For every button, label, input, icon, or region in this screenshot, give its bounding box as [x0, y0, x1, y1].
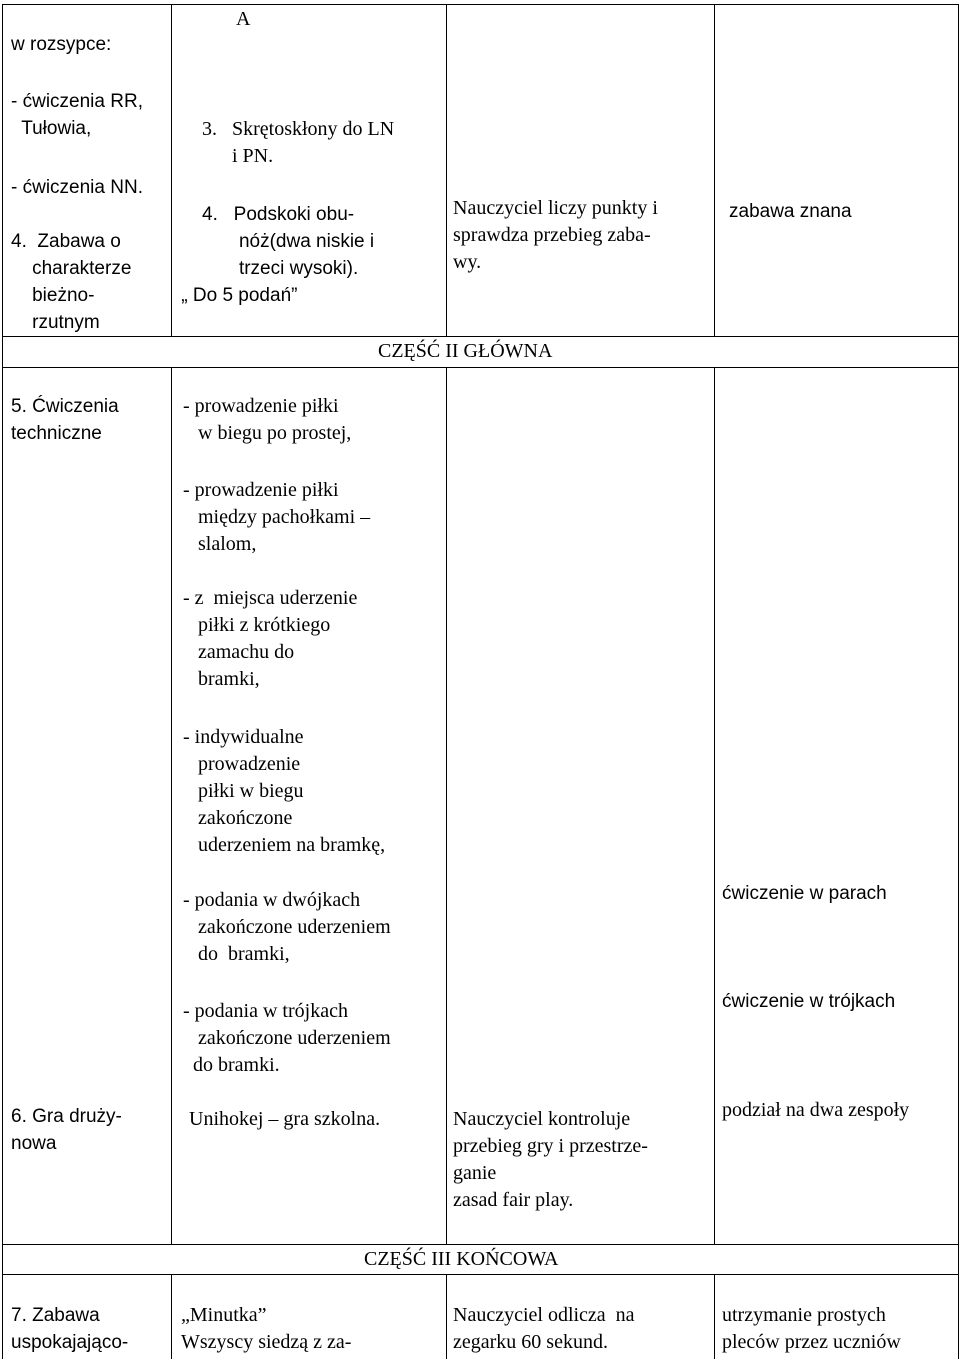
warmup-col2-line: nóż(dwa niskie i [202, 231, 375, 252]
section-header-main: CZĘŚĆ II GŁÓWNA [378, 340, 553, 362]
exercise-item-line: zakończone [183, 807, 293, 829]
warmup-col1-line: Tułowia, [11, 118, 92, 139]
exercise-7-note-line: utrzymanie prostych [722, 1304, 886, 1326]
warmup-col1-line: - ćwiczenia RR, [11, 91, 143, 112]
col-divider-3-top [714, 4, 715, 336]
col-divider-1-final [171, 1274, 172, 1359]
warmup-col2-header: A [236, 8, 251, 30]
warmup-col1-line: charakterze [11, 258, 132, 279]
exercise-item-line: do bramki, [183, 943, 290, 965]
exercise-item-line: bramki, [183, 668, 260, 690]
col-divider-1-main [171, 367, 172, 1244]
exercise-6-title-line: nowa [11, 1133, 57, 1154]
exercise-item-line: uderzeniem na bramkę, [183, 834, 386, 856]
exercise-item-line: piłki z krótkiego [183, 614, 331, 636]
exercise-6-teacher-line: Nauczyciel kontroluje [453, 1108, 631, 1130]
exercise-item-line: slalom, [183, 533, 257, 555]
warmup-col1-line: bieżno- [11, 285, 95, 306]
exercise-item-line: zakończone uderzeniem [183, 916, 391, 938]
warmup-col2-line: i PN. [202, 145, 274, 167]
exercise-item-line: piłki w biegu [183, 780, 304, 802]
exercise-item-line: - prowadzenie piłki [183, 479, 339, 501]
exercise-7-game-line: „Minutka” [181, 1304, 267, 1326]
exercise-5-title-line: techniczne [11, 423, 102, 444]
exercise-7-teacher-line: Nauczyciel odlicza na [453, 1304, 635, 1326]
exercise-item-line: między pachołkami – [183, 506, 371, 528]
note-pairs: ćwiczenie w parach [722, 883, 887, 904]
warmup-col2-line: 3. Skrętoskłony do LN [202, 118, 395, 140]
exercise-item-line: prowadzenie [183, 753, 301, 775]
warmup-col1-line: - ćwiczenia NN. [11, 177, 143, 198]
col-divider-1-top [171, 4, 172, 336]
row-divider-final-top [2, 1274, 959, 1275]
table-border-top [2, 4, 959, 5]
exercise-item-line: - indywidualne [183, 726, 304, 748]
exercise-7-title-line: 7. Zabawa [11, 1305, 100, 1326]
warmup-col2-line: trzeci wysoki). [202, 258, 359, 279]
exercise-6-teacher-line: zasad fair play. [453, 1189, 574, 1211]
exercise-item-line: - prowadzenie piłki [183, 395, 339, 417]
exercise-6-game: Unihokej – gra szkolna. [189, 1108, 381, 1130]
exercise-6-title-line: 6. Gra druży- [11, 1106, 122, 1127]
exercise-6-note: podział na dwa zespoły [722, 1099, 910, 1121]
exercise-item-line: zamachu do [183, 641, 295, 663]
warmup-col2-line: 4. Podskoki obu- [202, 204, 355, 225]
exercise-item-line: do bramki. [183, 1054, 280, 1076]
warmup-col1-line: 4. Zabawa o [11, 231, 121, 252]
exercise-6-teacher-line: przebieg gry i przestrze- [453, 1135, 648, 1157]
warmup-col2-line: „ Do 5 podań” [176, 285, 298, 306]
col-divider-3-final [714, 1274, 715, 1359]
section-header-final: CZĘŚĆ III KOŃCOWA [364, 1248, 559, 1270]
col-divider-2-main [446, 367, 447, 1244]
exercise-6-teacher-line: ganie [453, 1162, 497, 1184]
exercise-item-line: - z miejsca uderzenie [183, 587, 358, 609]
exercise-item-line: - podania w trójkach [183, 1000, 348, 1022]
row-divider-main-top [2, 367, 959, 368]
exercise-5-title-line: 5. Ćwiczenia [11, 396, 119, 417]
col-divider-2-top [446, 4, 447, 336]
warmup-col1-line: w rozsypce: [11, 34, 112, 55]
table-border-left [2, 4, 3, 1359]
exercise-item-line: zakończone uderzeniem [183, 1027, 391, 1049]
exercise-7-title-line: uspokajająco- [11, 1332, 129, 1353]
warmup-col4-note: zabawa znana [729, 201, 852, 222]
col-divider-2-final [446, 1274, 447, 1359]
exercise-item-line: - podania w dwójkach [183, 889, 361, 911]
exercise-item-line: w biegu po prostej, [183, 422, 352, 444]
exercise-7-note-line: pleców przez uczniów [722, 1331, 901, 1353]
note-triples: ćwiczenie w trójkach [722, 991, 896, 1012]
warmup-col3-line: sprawdza przebieg zaba- [453, 224, 651, 246]
warmup-col1-line: rzutnym [11, 312, 100, 333]
col-divider-3-main [714, 367, 715, 1244]
warmup-col3-line: Nauczyciel liczy punkty i [453, 197, 658, 219]
warmup-col3-line: wy. [453, 251, 482, 273]
row-divider-section-main [2, 336, 959, 337]
row-divider-section-final [2, 1244, 959, 1245]
exercise-7-teacher-line: zegarku 60 sekund. [453, 1331, 608, 1353]
table-border-right [958, 4, 959, 1359]
exercise-7-game-line: Wszyscy siedzą z za- [181, 1331, 352, 1353]
